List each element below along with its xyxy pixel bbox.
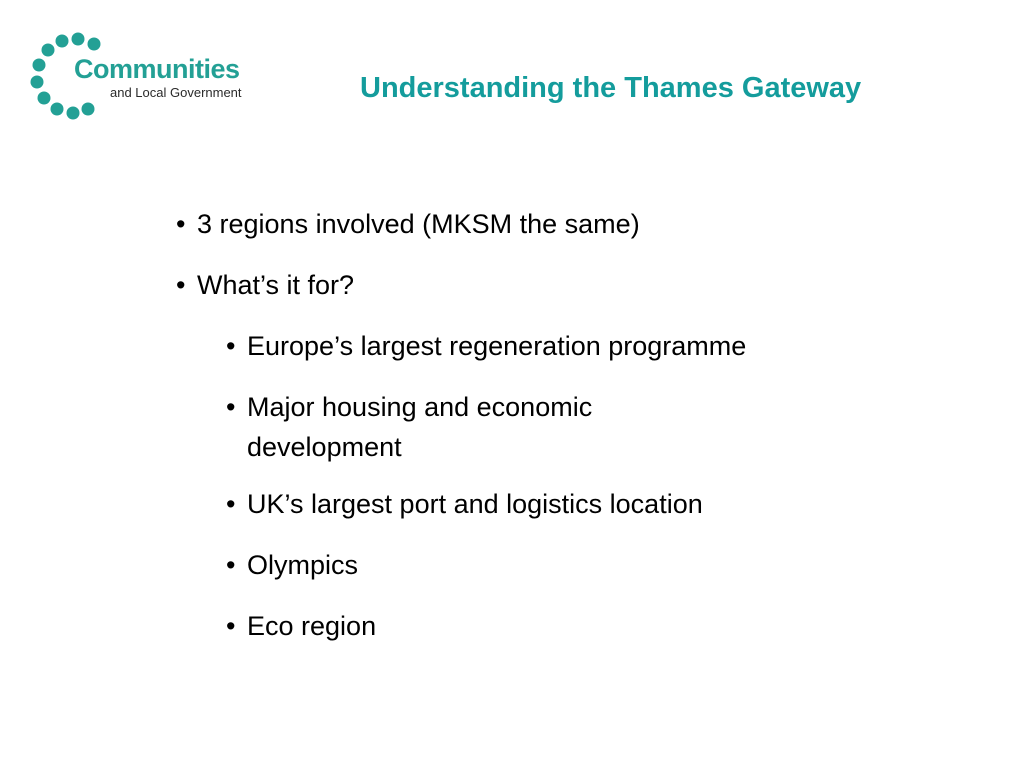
- bullet-list: [176, 208, 936, 671]
- bullet-glyph: •: [176, 270, 186, 300]
- bullet-glyph: •: [226, 392, 236, 422]
- bullet-item: [176, 208, 936, 240]
- bullet-text: UK’s largest port and logistics location: [247, 489, 703, 519]
- bullet-text: Europe’s largest regeneration programme: [247, 331, 747, 361]
- bullet-glyph: •: [226, 550, 236, 580]
- bullet-glyph: •: [226, 611, 236, 641]
- sub-bullet-item: [226, 488, 936, 520]
- sub-bullet-item: [226, 330, 936, 362]
- logo-wordmark: Communities: [74, 54, 240, 84]
- slide-title: Understanding the Thames Gateway: [360, 72, 862, 104]
- logo-subtitle: and Local Government: [110, 85, 242, 100]
- bullet-glyph: •: [226, 331, 236, 361]
- sub-bullet-item: [226, 549, 936, 581]
- department-logo: [30, 32, 270, 122]
- bullet-text: Olympics: [247, 550, 359, 580]
- bullet-glyph: •: [176, 209, 186, 239]
- bullet-text: What’s it for?: [197, 270, 355, 300]
- bullet-text: Major housing and economic development: [247, 392, 593, 462]
- bullet-glyph: •: [226, 489, 236, 519]
- bullet-item: [176, 269, 936, 301]
- sub-bullet-item: [226, 610, 936, 642]
- bullet-text: Eco region: [247, 611, 377, 641]
- bullet-text: 3 regions involved (MKSM the same): [197, 209, 640, 239]
- sub-bullet-item: [226, 387, 717, 467]
